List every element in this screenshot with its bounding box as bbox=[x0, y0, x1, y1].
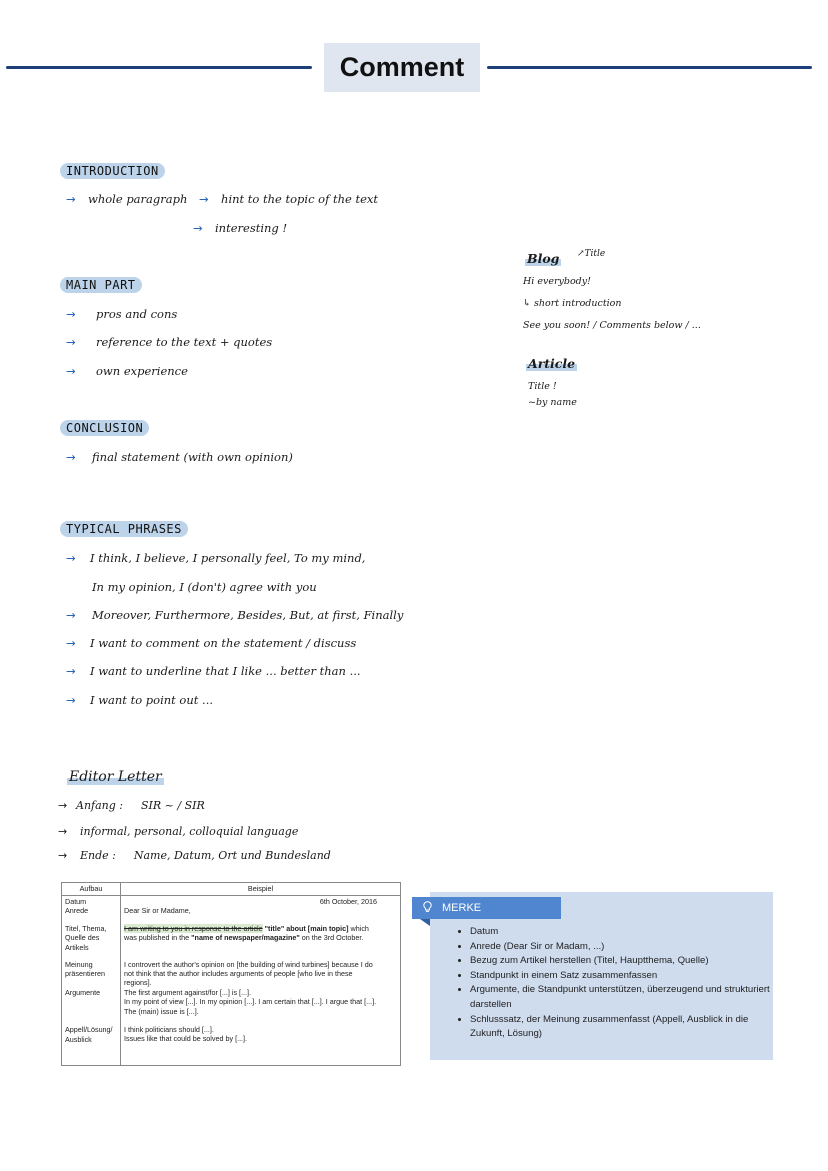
intro-text-a: whole paragraph bbox=[88, 192, 188, 206]
phrase-line: → Moreover, Furthermore, Besides, But, at first, Finally bbox=[66, 608, 404, 622]
table-cell: Datum Anrede Titel, Thema, Quelle des Artikels Meinung präsentieren Argumente Appell/Lösung/ Ausblick bbox=[62, 896, 121, 1066]
article-line: Title ! bbox=[528, 381, 557, 392]
arrow-icon: → bbox=[58, 799, 68, 812]
arrow-icon: → bbox=[66, 608, 76, 622]
main-item: → reference to the text + quotes bbox=[66, 335, 273, 349]
title-rule-left bbox=[6, 66, 312, 69]
blog-title-tag: ↗Title bbox=[577, 249, 606, 259]
arrow-icon: → bbox=[66, 551, 76, 565]
blog-heading: Blog bbox=[527, 251, 560, 266]
phrase-line: In my opinion, I (don't) agree with you bbox=[92, 580, 317, 594]
arrow-icon: → bbox=[193, 221, 203, 235]
lightbulb-icon bbox=[412, 901, 442, 916]
merke-item: • Datum bbox=[470, 925, 770, 940]
table-header-row bbox=[62, 883, 401, 896]
intro-line-1 bbox=[66, 192, 378, 206]
article-heading: Article bbox=[528, 356, 576, 371]
arrow-icon: → bbox=[66, 335, 76, 349]
main-item: → own experience bbox=[66, 364, 188, 378]
table-row bbox=[62, 896, 401, 1066]
title-rule-right bbox=[487, 66, 812, 69]
merke-item: • Schlusssatz, der Meinung zusammenfasst (Appell, Ausblick in die Zukunft, Lösung) bbox=[470, 1013, 770, 1042]
merke-item: • Standpunkt in einem Satz zusammenfassen bbox=[470, 969, 770, 984]
page-title: Comment bbox=[339, 52, 465, 82]
arrow-icon: → bbox=[199, 192, 209, 206]
editor-item: → Ende : Name, Datum, Ort und Bundesland bbox=[58, 849, 331, 862]
arrow-icon: → bbox=[66, 364, 76, 378]
arrow-icon: → bbox=[58, 825, 68, 838]
merke-label: MERKE bbox=[442, 902, 482, 914]
arrow-icon: → bbox=[66, 307, 76, 321]
conclusion-item: → final statement (with own opinion) bbox=[66, 450, 293, 464]
intro-line-2 bbox=[193, 221, 287, 235]
heading-main-part: MAIN PART bbox=[60, 277, 142, 293]
merke-item: • Argumente, die Standpunkt unterstützen, überzeugend und strukturiert darstellen bbox=[470, 983, 770, 1012]
merke-list bbox=[454, 925, 770, 1042]
arrow-icon: → bbox=[58, 849, 68, 862]
table-cell: 6th October, 2016 Dear Sir or Madame, I am writing to you in response to the article "title" about [main topic] which was published in the "name of newspaper/magazine" on the 3rd October. I controvert the author's opinion on [the building of wind turbines] because I do not think that the author includes arguments of people [who live in these regions]. The first argument against/for [...] is [...]. In my point of view [...]. In my opinion [...]. I am certain that [...]. I argue that [...]. The (main) issue is [...]. I think politicians should [...]. Issues like that could be solved by [...]. bbox=[121, 896, 401, 1066]
phrase-line: → I think, I believe, I personally feel, To my mind, bbox=[66, 551, 366, 565]
heading-introduction: INTRODUCTION bbox=[60, 163, 165, 179]
phrase-line: → I want to underline that I like ... better than ... bbox=[66, 664, 361, 678]
table-header: Beispiel bbox=[121, 883, 401, 896]
editor-item: → Anfang : SIR ~ / SIR bbox=[58, 799, 205, 812]
arrow-icon: → bbox=[66, 450, 76, 464]
title-box bbox=[324, 43, 480, 92]
merke-label-tab bbox=[412, 897, 561, 919]
arrow-icon: → bbox=[66, 664, 76, 678]
merke-tab-fold bbox=[420, 919, 430, 926]
intro-text-b: hint to the topic of the text bbox=[221, 192, 379, 206]
merke-item: • Anrede (Dear Sir or Madam, ...) bbox=[470, 940, 770, 955]
intro-text-c: interesting ! bbox=[215, 221, 288, 235]
blog-line: See you soon! / Comments below / ... bbox=[523, 320, 701, 331]
merke-item: • Bezug zum Artikel herstellen (Titel, Hauptthema, Quelle) bbox=[470, 954, 770, 969]
heading-conclusion: CONCLUSION bbox=[60, 420, 149, 436]
blog-line: Hi everybody! bbox=[523, 276, 591, 287]
table-header: Aufbau bbox=[62, 883, 121, 896]
heading-editor-letter: Editor Letter bbox=[69, 769, 162, 785]
arrow-icon: → bbox=[66, 192, 76, 206]
arrow-icon: → bbox=[66, 693, 76, 707]
editor-item: → informal, personal, colloquial language bbox=[58, 825, 299, 838]
blog-line: ↳ short introduction bbox=[523, 298, 622, 309]
arrow-icon: → bbox=[66, 636, 76, 650]
heading-typical-phrases: TYPICAL PHRASES bbox=[60, 521, 188, 537]
phrase-line: → I want to point out ... bbox=[66, 693, 214, 707]
structure-table bbox=[61, 882, 401, 1066]
main-item: → pros and cons bbox=[66, 307, 178, 321]
phrase-line: → I want to comment on the statement / discuss bbox=[66, 636, 357, 650]
article-line: ~by name bbox=[528, 397, 577, 408]
